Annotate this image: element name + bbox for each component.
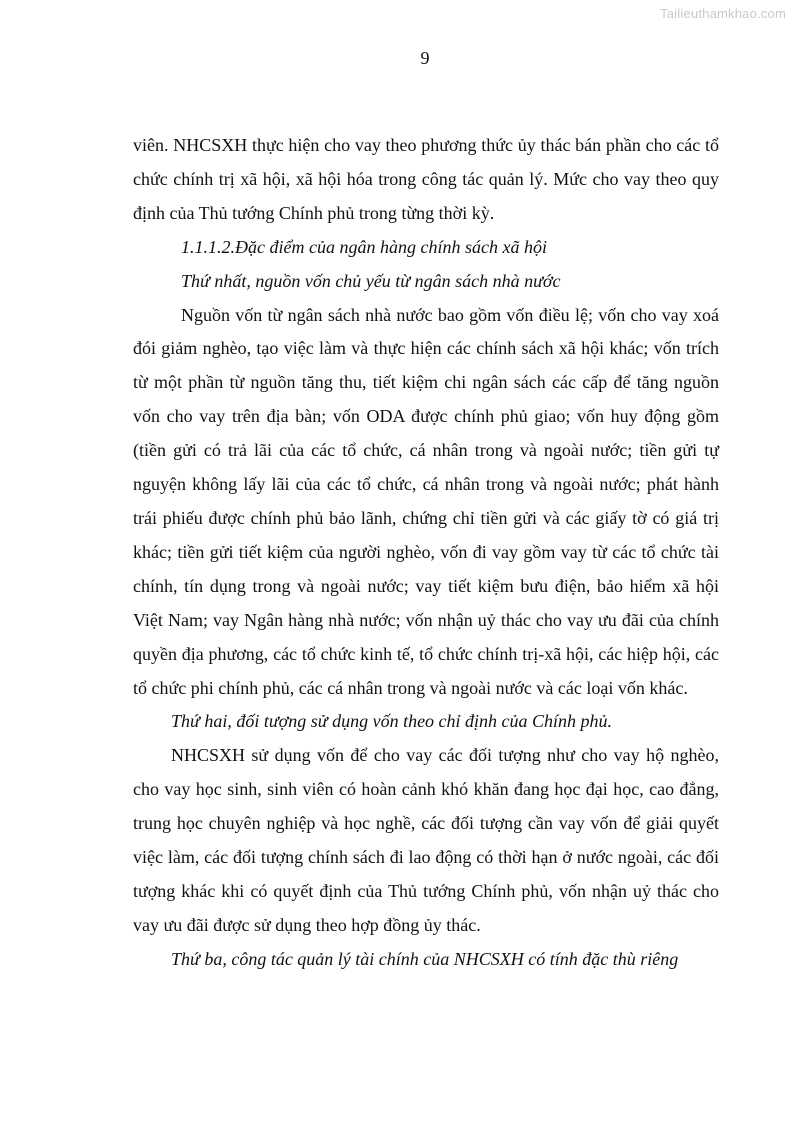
paragraph-continuation: viên. NHCSXH thực hiện cho vay theo phương thức ủy thác bán phần cho các tổ chức chính trị xã hội, xã hội hóa trong công tác quản lý. Mức cho vay theo quy định của Thủ tướng Chính phủ trong từng thời kỳ.	[133, 135, 719, 223]
subheading-first: Thứ nhất, nguồn vốn chủ yếu từ ngân sách nhà nước	[181, 270, 561, 291]
section-heading: 1.1.1.2.Đặc điểm của ngân hàng chính sách xã hội	[181, 236, 547, 257]
subheading-second: Thứ hai, đối tượng sử dụng vốn theo chỉ định của Chính phủ.	[171, 711, 613, 732]
page-number: 9	[420, 48, 430, 68]
paragraph-capital-sources: Nguồn vốn từ ngân sách nhà nước bao gồm vốn điều lệ; vốn cho vay xoá đói giảm nghèo, tạo việc làm và thực hiện các chính sách xã hội khác; vốn trích từ một phần từ nguồn tăng thu, tiết kiệm chi ngân sách các cấp để tăng nguồn vốn cho vay trên địa bàn; vốn ODA được chính phủ giao; vốn huy động gồm (tiền gửi có trả lãi của các tổ chức, cá nhân trong và ngoài nước; tiền gửi tự nguyện không lấy lãi của các tổ chức, cá nhân trong và ngoài nước; phát hành trái phiếu được chính phủ bảo lãnh, chứng chỉ tiền gửi và các giấy tờ có giá trị khác; tiền gửi tiết kiệm của người nghèo, vốn đi vay gồm vay từ các tổ chức tài chính, tín dụng trong và ngoài nước; vay tiết kiệm bưu điện, bảo hiểm xã hội Việt Nam; vay Ngân hàng nhà nước; vốn nhận uỷ thác cho vay ưu đãi của chính quyền địa phương, các tổ chức kinh tế, tổ chức chính trị-xã hội, các hiệp hội, các tổ chức phi chính phủ, các cá nhân trong và ngoài nước và các loại vốn khác.	[133, 304, 719, 698]
document-body	[133, 129, 719, 977]
paragraph-loan-recipients: NHCSXH sử dụng vốn để cho vay các đối tượng như cho vay hộ nghèo, cho vay học sinh, sinh viên có hoàn cảnh khó khăn đang học đại học, cao đẳng, trung học chuyên nghiệp và học nghề, các đối tượng cần vay vốn để giải quyết việc làm, các đối tượng chính sách đi lao động có thời hạn ở nước ngoài, các đối tượng khác khi có quyết định của Thủ tướng Chính phủ, vốn nhận uỷ thác cho vay ưu đãi được sử dụng theo hợp đồng ủy thác.	[133, 745, 719, 935]
watermark-text: Tailieuthamkhao.com	[660, 6, 786, 21]
subheading-third: Thứ ba, công tác quản lý tài chính của NHCSXH có tính đặc thù riêng	[171, 948, 679, 969]
